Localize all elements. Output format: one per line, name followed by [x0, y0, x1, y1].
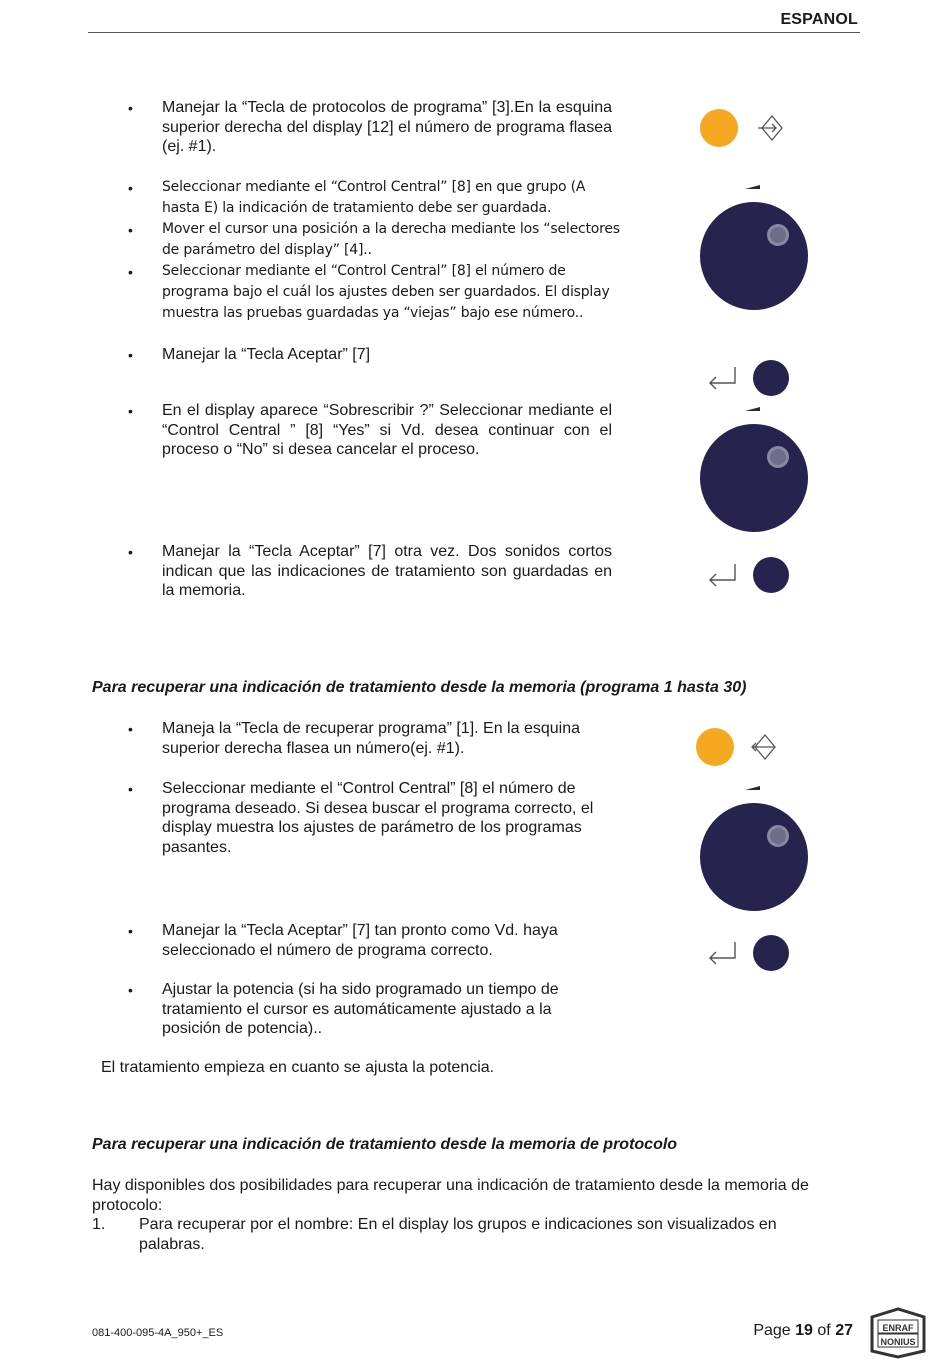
list-number: 1.: [92, 1216, 106, 1233]
header-divider: [88, 32, 860, 33]
bullet: •: [128, 721, 133, 737]
instruction-item: Seleccionar mediante el “Control Central” [8] el número de programa deseado. Si desea buscar el programa correcto, el display muestra los ajustes de parámetro de los programas pasantes.: [162, 780, 594, 856]
bullet: •: [128, 982, 133, 998]
current-page: 19: [795, 1322, 813, 1339]
logo-text-line2: NONIUS: [880, 1337, 916, 1347]
page-label: Page: [753, 1322, 791, 1339]
bullet: •: [128, 347, 133, 363]
instruction-item: Manejar la “Tecla Aceptar” [7]: [162, 346, 371, 363]
enraf-nonius-logo: [866, 1307, 930, 1359]
central-control-knob-icon: [698, 405, 810, 535]
section-title: Para recuperar una indicación de tratamiento desde la memoria de protocolo: [92, 1136, 678, 1153]
bullet: •: [128, 264, 133, 280]
instruction-item: Seleccionar mediante el “Control Central” [8] el número de programa bajo el cuál los ajustes deben ser guardados. El display muestra las pruebas guardadas ya “viejas” bajo ese número..: [162, 263, 610, 321]
central-control-knob-icon: [698, 183, 810, 313]
accept-key-icon: [700, 932, 792, 974]
accept-key-icon: [700, 357, 792, 399]
accept-key-icon: [700, 554, 792, 596]
instruction-item: Mover el cursor una posición a la derecha mediante los “selectores de parámetro del display” [4]..: [162, 221, 620, 258]
instruction-item: Manejar la “Tecla Aceptar” [7] otra vez. Dos sonidos cortos indican que las indicaciones de tratamiento son guardadas en la memoria.: [162, 543, 612, 599]
paragraph: Hay disponibles dos posibilidades para recuperar una indicación de tratamiento desde la memoria de protocolo:: [92, 1177, 809, 1214]
bullet: •: [128, 781, 133, 797]
list-item: Para recuperar por el nombre: En el display los grupos e indicaciones son visualizados en palabras.: [139, 1216, 777, 1253]
instruction-item: Manejar la “Tecla Aceptar” [7] tan pronto como Vd. haya seleccionado el número de programa correcto.: [162, 922, 558, 959]
instruction-item: Manejar la “Tecla de protocolos de programa” [3].En la esquina superior derecha del display [12] el número de programa flasea (ej. #1).: [162, 99, 612, 155]
bullet: •: [128, 222, 133, 238]
bullet: •: [128, 403, 133, 419]
recall-program-key-icon: [694, 725, 786, 771]
note-text: El tratamiento empieza en cuanto se ajusta la potencia.: [101, 1059, 495, 1076]
page-number: [753, 1322, 853, 1340]
bullet: •: [128, 180, 133, 196]
page-header-title: ESPANOL: [780, 11, 858, 28]
instruction-item: En el display aparece “Sobrescribir ?” Seleccionar mediante el “Control Central ” [8] “Yes” si Vd. desea continuar con el proceso o “No” si desea cancelar el proceso.: [162, 402, 612, 458]
total-pages: 27: [835, 1322, 853, 1339]
instruction-item: Ajustar la potencia (si ha sido programado un tiempo de tratamiento el cursor es automáticamente ajustado a la posición de potencia)..: [162, 981, 559, 1037]
instruction-item: Maneja la “Tecla de recuperar programa” [1]. En la esquina superior derecha flasea un número(ej. #1).: [162, 720, 580, 757]
logo-text-line1: ENRAF: [882, 1323, 914, 1333]
program-protocol-key-icon: [698, 104, 790, 152]
central-control-knob-icon: [698, 784, 810, 914]
of-label: of: [817, 1322, 831, 1339]
document-code: 081-400-095-4A_950+_ES: [92, 1327, 224, 1339]
bullet: •: [128, 100, 133, 116]
section-title: Para recuperar una indicación de tratamiento desde la memoria (programa 1 hasta 30): [92, 679, 747, 696]
instruction-item: Seleccionar mediante el “Control Central” [8] en que grupo (A hasta E) la indicación de tratamiento debe ser guardada.: [162, 179, 586, 216]
bullet: •: [128, 923, 133, 939]
bullet: •: [128, 544, 133, 560]
